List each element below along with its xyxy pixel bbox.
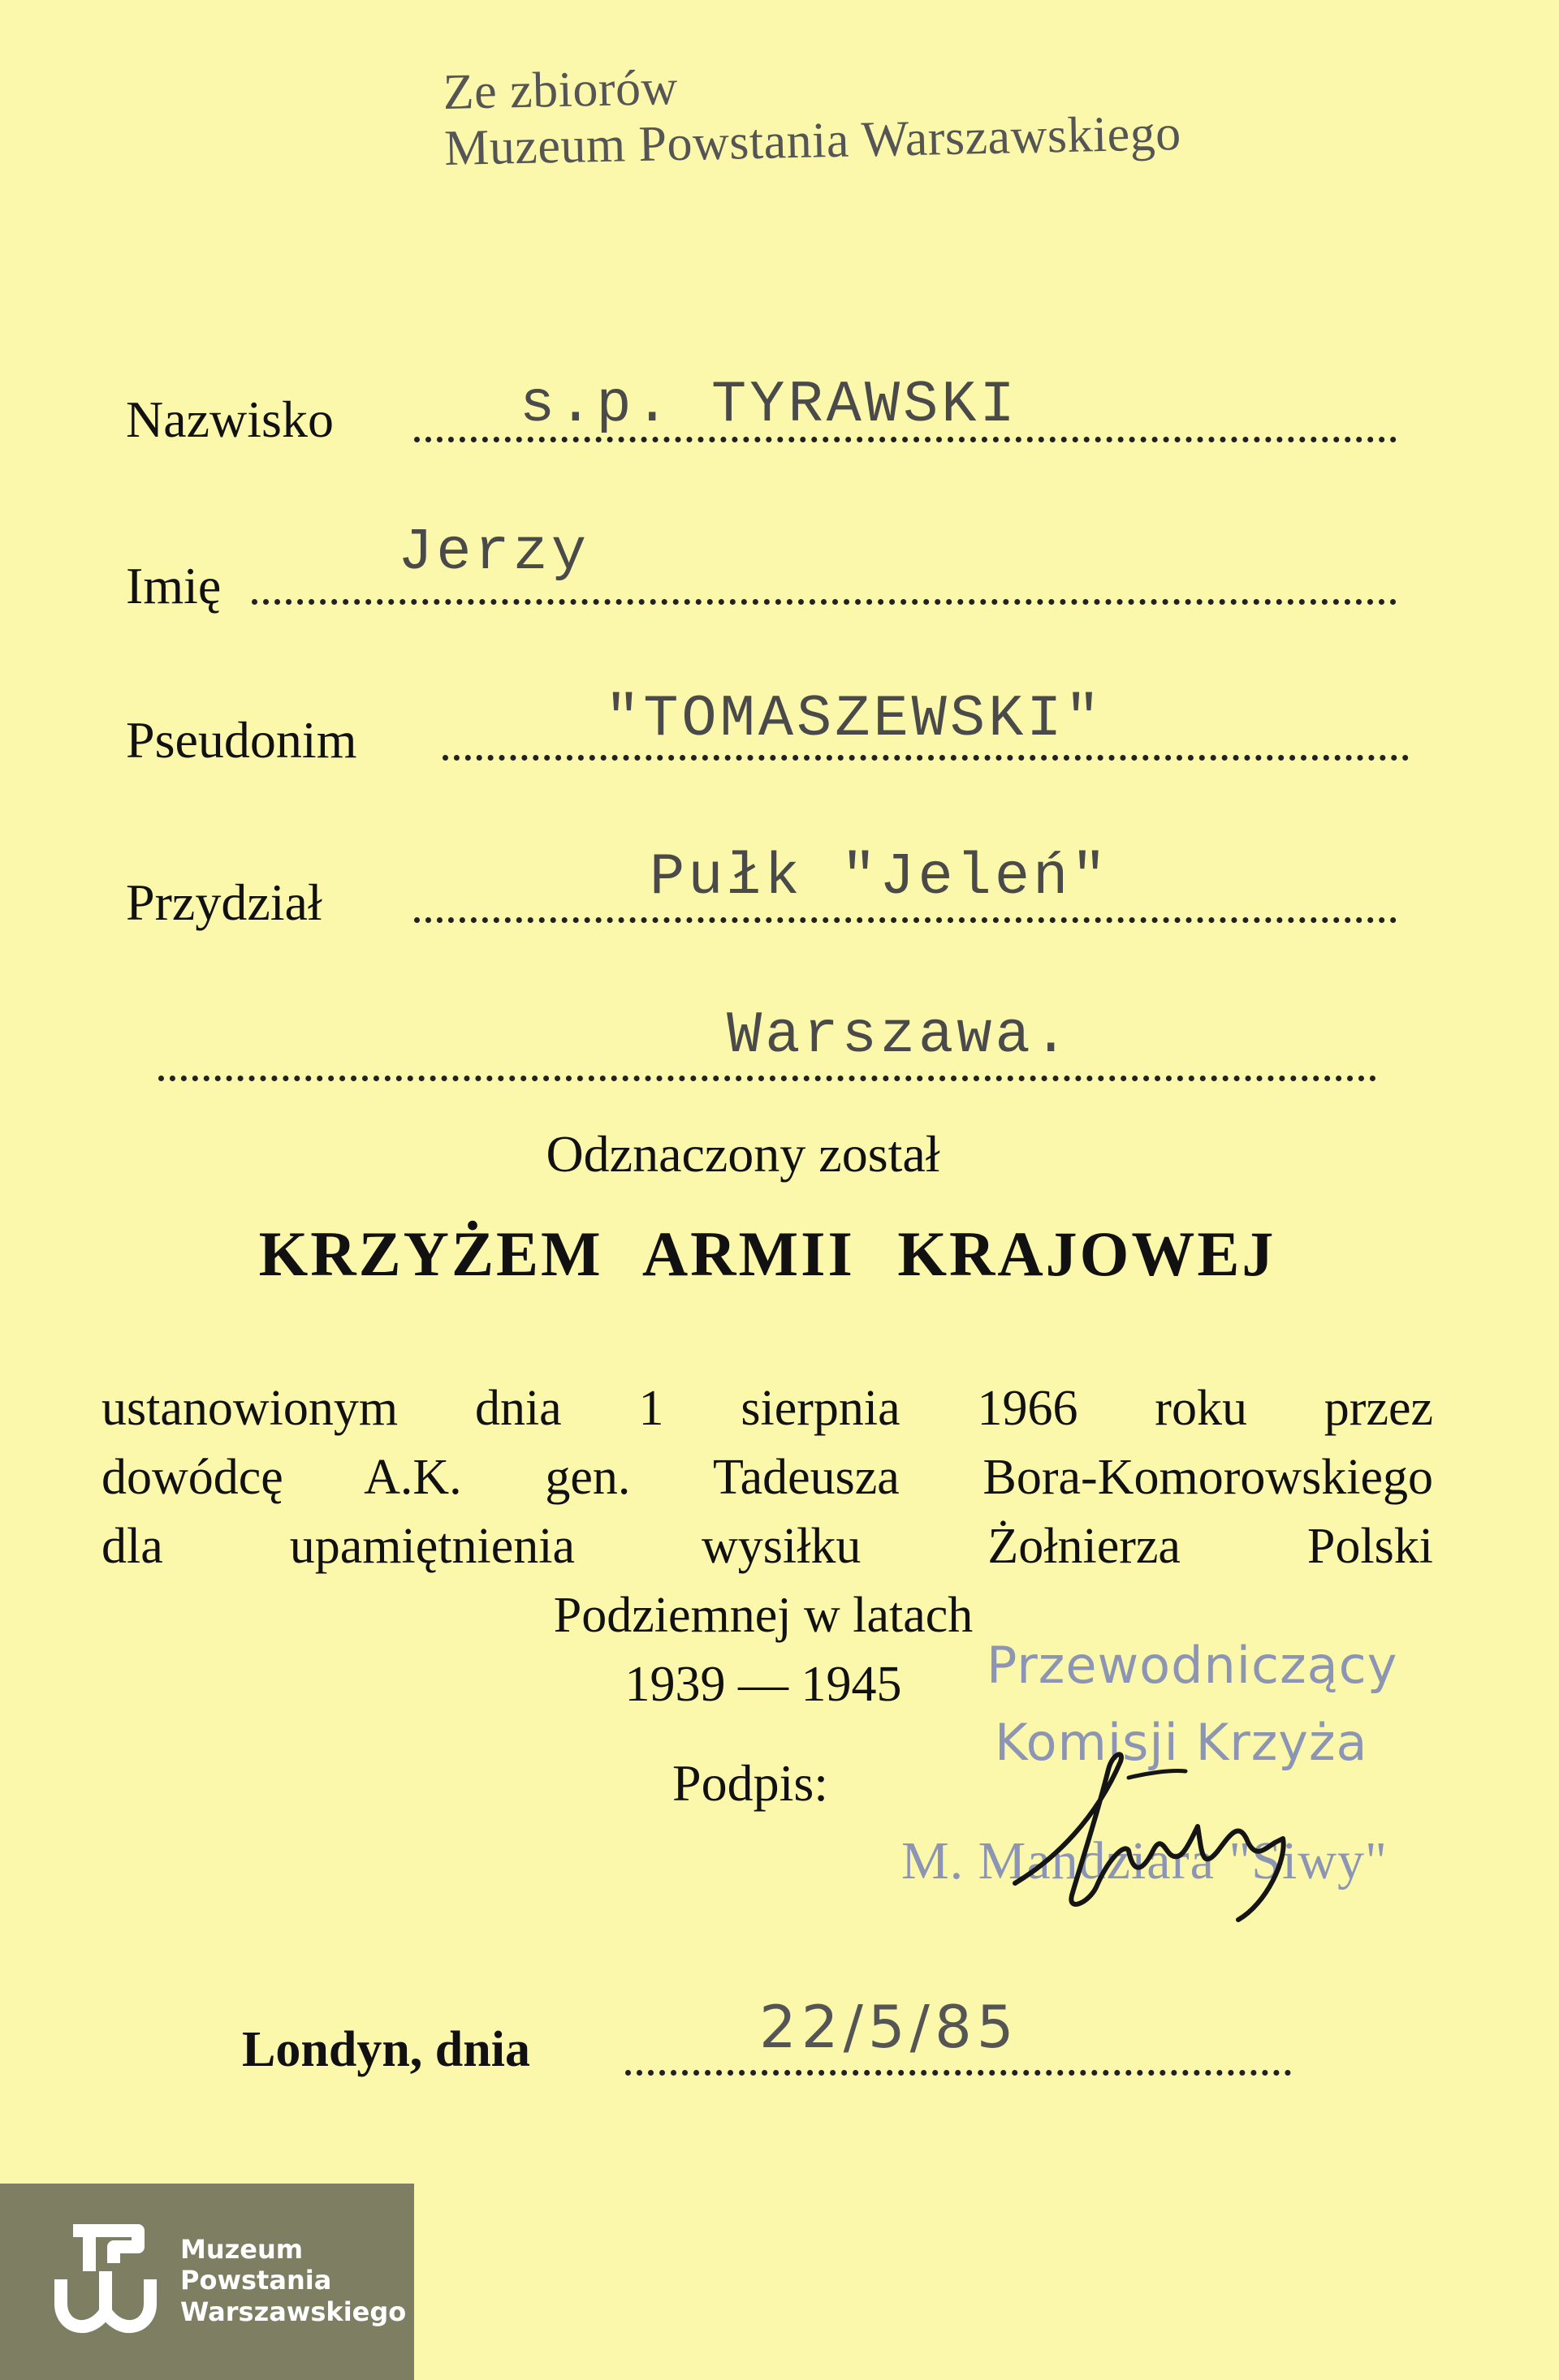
signature-label: Podpis:: [672, 1754, 829, 1812]
first-name-value: Jerzy: [398, 520, 590, 586]
first-name-dotted-line: [252, 599, 1397, 605]
paragraph-line1: ustanowionym dnia 1 sierpnia 1966 roku przez: [101, 1381, 1433, 1436]
assignment-dotted-line: [414, 917, 1397, 923]
pseudonym-value: "TOMASZEWSKI": [605, 686, 1103, 752]
award-title: KRZYŻEM ARMII KRAJOWEJ: [258, 1218, 1276, 1289]
assignment-dotted-line-2: [158, 1076, 1376, 1081]
assignment-label: Przydział: [126, 873, 322, 931]
assignment-value: Pułk "Jeleń": [650, 844, 1110, 911]
chairman-stamp-line2: Komisji Krzyża: [995, 1713, 1368, 1772]
first-name-label: Imię: [126, 557, 222, 614]
paragraph-line4: Podziemnej w latach: [553, 1588, 974, 1643]
date-value: 22/5/85: [759, 1993, 1019, 2061]
chairman-stamp-line3: M. Mandziara "Siwy": [901, 1831, 1388, 1891]
museum-logo-line2: Powstania: [180, 2265, 332, 2296]
paragraph-line5: 1939 — 1945: [624, 1657, 902, 1712]
museum-logo-line1: Muzeum: [180, 2234, 304, 2265]
paragraph-line3: dla upamiętnienia wysiłku Żołnierza Polski: [101, 1519, 1433, 1574]
museum-logo-text: [180, 2234, 406, 2327]
surname-value: s.p. TYRAWSKI: [520, 372, 1018, 438]
date-dotted-line: [625, 2070, 1291, 2076]
archive-stamp: [443, 50, 1181, 178]
award-intro: Odznaczony został: [546, 1125, 940, 1183]
paragraph-line2: dowódcę A.K. gen. Tadeusza Bora-Komorowskiego: [101, 1450, 1433, 1505]
assignment-value-line2: Warszawa.: [727, 1002, 1072, 1069]
surname-label: Nazwisko: [126, 390, 334, 448]
date-label: Londyn, dnia: [242, 2022, 530, 2077]
museum-anchor-icon: [49, 2214, 162, 2344]
museum-logo-line3: Warszawskiego: [180, 2296, 407, 2327]
pseudonym-label: Pseudonim: [126, 711, 357, 769]
archive-stamp-line2: Muzeum Powstania Warszawskiego: [443, 106, 1182, 177]
pseudonym-dotted-line: [443, 755, 1409, 761]
handwritten-signature: [958, 1729, 1315, 1932]
chairman-stamp-line1: Przewodniczący: [987, 1636, 1398, 1695]
archive-stamp-line1: Ze zbiorów: [443, 59, 679, 120]
